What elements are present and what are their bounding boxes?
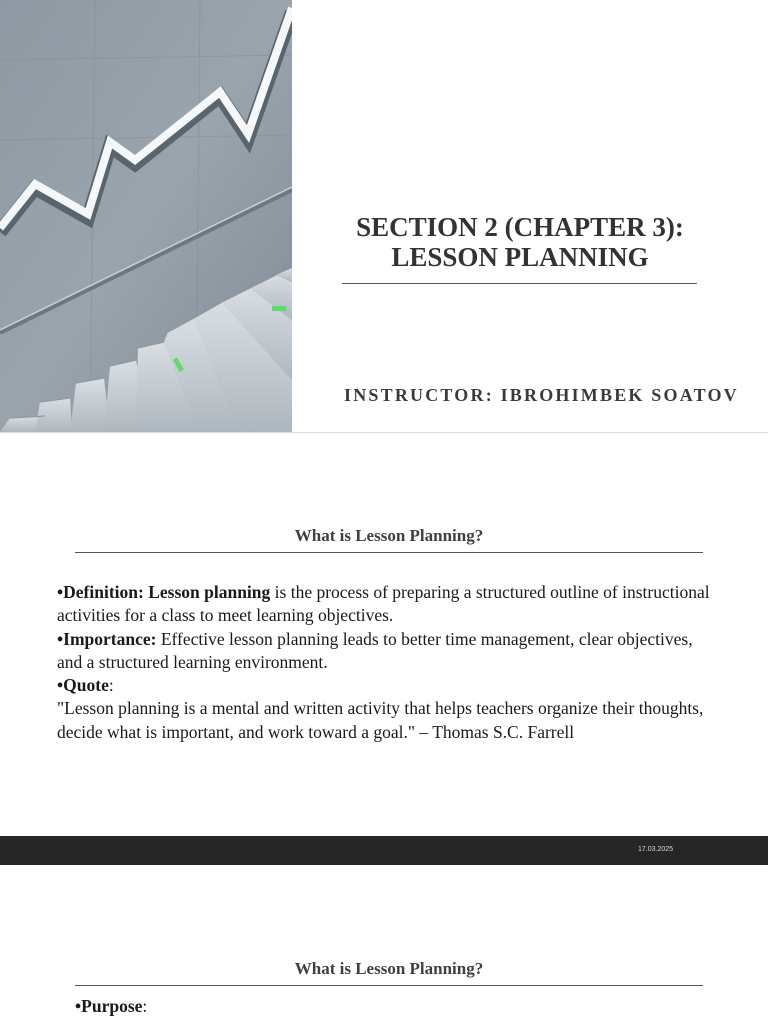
bullet-importance: •Importance: Effective lesson planning leads to better time management, clear objectives, and a structured learning environment. — [57, 628, 693, 672]
bullet-definition-label: Definition: Lesson planning — [63, 582, 271, 602]
presentation-title — [342, 212, 698, 272]
slide2-body — [57, 581, 717, 744]
footer-date: 17.03.2025 — [638, 846, 674, 853]
title-underline — [342, 283, 697, 284]
bullet-definition-text: is the process of preparing a structured outline of instructional activities for a class to meet learning objectives. — [57, 582, 710, 626]
title-line-2: LESSON PLANNING — [391, 242, 649, 272]
instructor-name: INSTRUCTOR: IBROHIMBEK SOATOV — [344, 385, 739, 405]
bullet-quote-colon: : — [108, 675, 114, 696]
bullet-purpose: •Purpose: — [75, 996, 148, 1016]
slide3-title: What is Lesson Planning? — [294, 959, 484, 978]
bullet-quote: •Quote: — [57, 675, 114, 696]
title-slide — [0, 0, 768, 432]
slide3-title-underline — [75, 985, 703, 986]
hero-image-stairs-graph — [0, 0, 292, 432]
bullet-purpose-colon: : — [142, 996, 148, 1016]
slide2-title: What is Lesson Planning? — [294, 526, 484, 545]
bullet-definition: •Definition: Lesson planning is the process of preparing a structured outline of instructional activities for a class to meet learning objectives. — [57, 582, 710, 626]
slide-divider — [0, 432, 768, 433]
title-line-1: SECTION 2 (CHAPTER 3): — [356, 212, 684, 242]
quote-text: "Lesson planning is a mental and written activity that helps teachers organize their thoughts, decide what is important, and work toward a goal." – Thomas S.C. Farrell — [57, 698, 704, 742]
bullet-purpose-label: Purpose — [81, 996, 143, 1016]
bullet-importance-label: Importance: — [63, 628, 157, 649]
bullet-quote-label: Quote — [63, 675, 109, 696]
bullet-importance-text: Effective lesson planning leads to better time management, clear objectives, and a structured learning environment. — [57, 628, 693, 672]
slide2-title-underline — [75, 552, 703, 553]
